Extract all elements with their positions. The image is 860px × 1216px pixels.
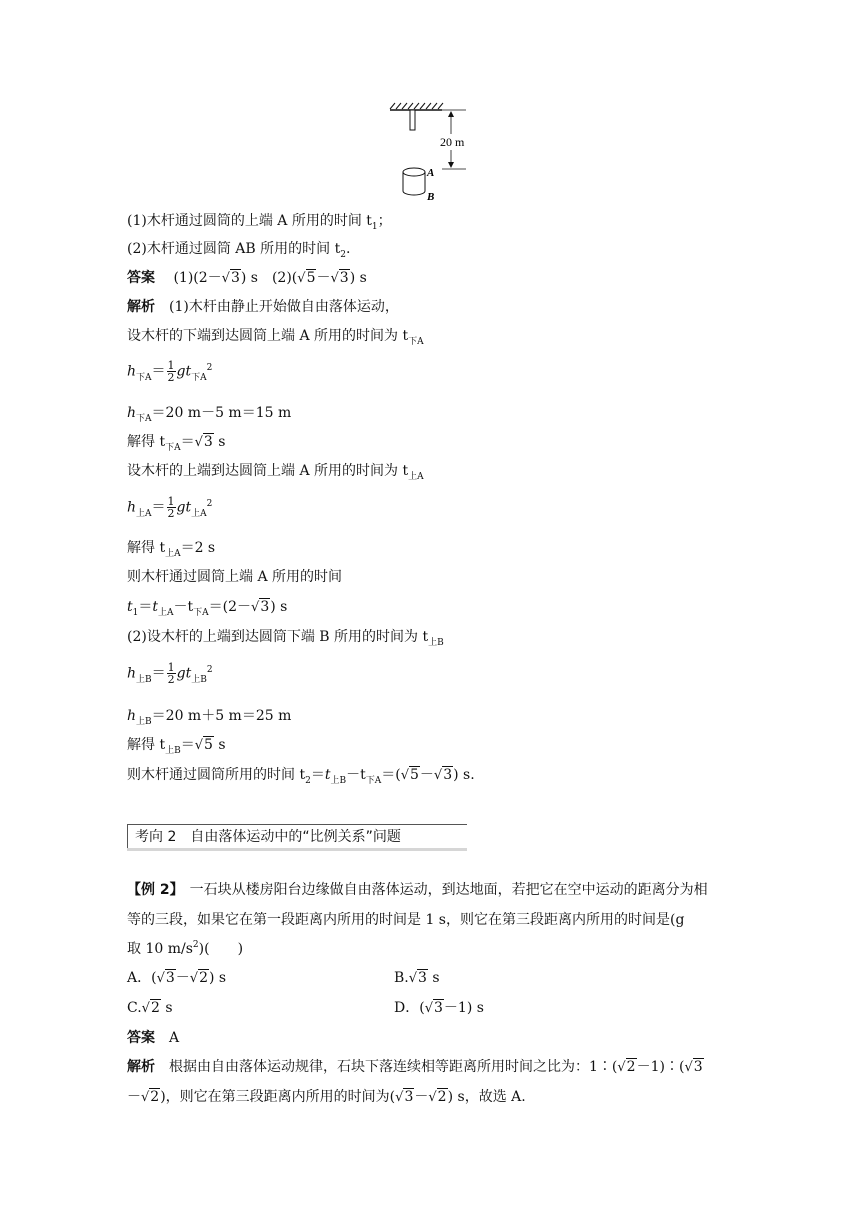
- formula-h-down-a: $h_{下A}=$ $\frac{1}{2}$ $gt_{下A}^2$: [127, 359, 213, 384]
- question-2: (2)木杆通过圆筒 AB 所用的时间 $t_2$.: [127, 241, 351, 260]
- cylinder: [403, 168, 425, 195]
- section-header: [127, 818, 467, 852]
- line-t2: 则木杆通过圆筒所用的时间 $t_2=t_{上B}-t_{下A}=(√5-√3)$ s.: [127, 767, 475, 786]
- line-h-up-b-value: $h_{上B}=20$ m＋5 m＝25 m: [127, 708, 292, 727]
- wooden-rod: [410, 110, 415, 130]
- option-a[interactable]: A．(√3－√2) s: [127, 970, 227, 986]
- label-a: A: [427, 167, 435, 179]
- section-title: 考向 2 自由落体运动中的“比例关系”问题: [135, 829, 401, 845]
- ceiling-hatch: [390, 103, 443, 110]
- example-2-line-2: 等的三段，如果它在第一段距离内所用的时间是 1 s，则它在第三段距离内所用的时间是(g: [127, 912, 685, 928]
- option-b[interactable]: B.√3 s: [394, 970, 440, 986]
- physics-diagram: [388, 98, 488, 208]
- analysis-2-line-2: －√2)，则它在第三段距离内所用的时间为(√3－√2) s，故选 A.: [127, 1089, 526, 1105]
- option-c[interactable]: C.√2 s: [127, 1000, 173, 1016]
- label-b: B: [427, 191, 435, 203]
- formula-h-up-b: $h_{上B}=$ $\frac{1}{2}$ $gt_{上B}^2$: [127, 661, 213, 686]
- analysis-1-first: 解析 (1)木杆由静止开始做自由落体运动，: [127, 299, 399, 315]
- dimension-label: 20 m: [440, 135, 465, 149]
- line-h-down-value: $h_{下A}=20$ m－5 m＝15 m: [127, 405, 292, 424]
- line-solve-down: 解得 $t_{下A}=√3$ s: [127, 434, 226, 453]
- example-2-line-3: 取 10 $m/s^2$)( ): [127, 940, 244, 957]
- line-set-up-b: (2)设木杆的上端到达圆筒下端 B 所用的时间为 $t_{上B}$: [127, 629, 444, 648]
- line-t1: $t_1=t_{上A}-t_{下A}=(2-√3)$ s: [127, 599, 288, 618]
- answer-2: 答案 A: [127, 1030, 180, 1046]
- answer-1: 答案 (1)(2－√3) s (2)(√5－√3) s: [127, 270, 367, 286]
- option-d[interactable]: D．(√3－1) s: [394, 1000, 484, 1016]
- line-solve-up: 解得 $t_{上A}=2$ s: [127, 540, 216, 559]
- analysis-2-line-1: 解析 根据由自由落体运动规律，石块下落连续相等距离所用时间之比为：1∶(√2－1)∶(√3: [127, 1059, 703, 1075]
- formula-h-up-a: $h_{上A}=$ $\frac{1}{2}$ $gt_{上A}^2$: [127, 495, 213, 520]
- line-set-down-a: 设木杆的下端到达圆筒上端 A 所用的时间为 $t_{下A}$: [127, 328, 424, 347]
- example-2-line-1: 【例 2】 一石块从楼房阳台边缘做自由落体运动，到达地面，若把它在空中运动的距离分为相: [127, 882, 708, 898]
- line-set-up-a: 设木杆的上端到达圆筒上端 A 所用的时间为 $t_{上A}$: [127, 463, 424, 482]
- question-1: (1)木杆通过圆筒的上端 A 所用的时间 $t_1$；: [127, 213, 392, 232]
- line-then-a: 则木杆通过圆筒上端 A 所用的时间: [127, 569, 343, 585]
- line-solve-up-b: 解得 $t_{上B}=√5$ s: [127, 737, 226, 756]
